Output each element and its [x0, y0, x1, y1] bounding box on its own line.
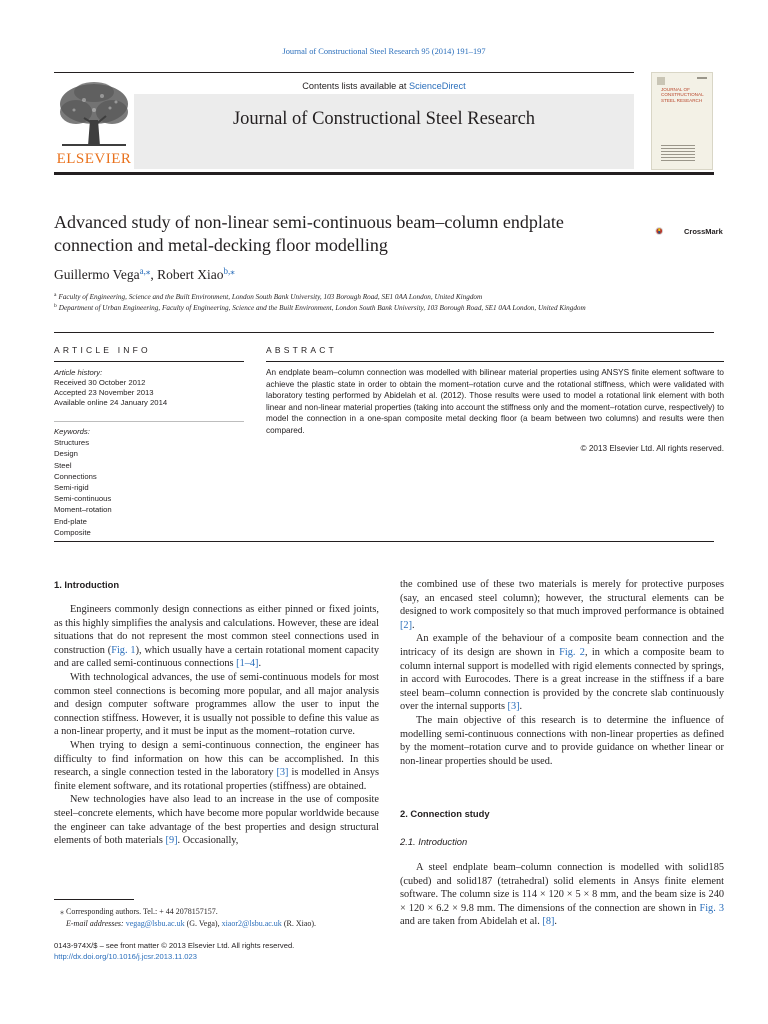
right-paragraph-1 — [400, 578, 724, 632]
info-divider — [54, 421, 244, 422]
fig-2-link[interactable]: Fig. 2 — [559, 646, 585, 658]
cover-publisher-logo-icon — [657, 77, 665, 85]
issn-line: 0143-974X/$ – see front matter © 2013 Elsevier Ltd. All rights reserved. — [54, 941, 295, 950]
affiliation-a-mark: a — [54, 292, 57, 298]
footnote-corresponding-line — [54, 906, 384, 918]
right-p2-text: . — [519, 701, 523, 713]
keywords-heading: Keywords: — [54, 427, 90, 436]
abstract-copyright: © 2013 Elsevier Ltd. All rights reserved. — [580, 444, 724, 453]
affiliation-a — [54, 292, 714, 301]
article-info-label: ARTICLE INFO — [54, 345, 151, 355]
section-2-heading: 2. Connection study — [400, 808, 490, 819]
ref-3-link[interactable]: [3] — [276, 767, 289, 779]
footnote-email-line — [54, 918, 384, 930]
right-p2-text: , in which a composite beam to column internal support is modelled with rigid elements connected by springs, in accord with Eurocodes. There is a great increase in the stiffness if a bare steel beam–column connection is provided by the concrete slab continuously over the internal supports — [400, 646, 724, 713]
abstract-rule — [266, 361, 724, 362]
connection-text: and are taken from Abidelah et al. — [400, 916, 543, 928]
doi-link[interactable]: http://dx.doi.org/10.1016/j.jcsr.2013.11.023 — [54, 952, 197, 962]
journal-cover-thumbnail[interactable] — [651, 72, 713, 170]
accepted-date: Accepted 23 November 2013 — [54, 388, 154, 397]
ref-9-link[interactable]: [9] — [165, 835, 178, 847]
connection-text: . — [554, 916, 557, 928]
intro-paragraph-3 — [54, 739, 379, 793]
keyword-item: Connections — [54, 471, 97, 481]
keyword-item: Design — [54, 449, 78, 459]
author-separator: , — [150, 267, 158, 282]
intro-p3-text: When trying to design a semi-continuous connection, the engineer has difficulty to find information on how this can be accomplished. In this research, a single connection tested in the laboratory — [54, 739, 379, 779]
footnote-mark: ⁎ — [60, 907, 64, 916]
right-paragraph-2 — [400, 632, 724, 714]
crossmark-icon[interactable] — [655, 218, 681, 244]
cover-text-lines — [661, 145, 695, 161]
right-p2-text: An example of the behaviour of a composite beam connection and the intricacy of its design are shown in — [400, 633, 724, 658]
masthead-background — [134, 94, 634, 169]
intro-p1-text: ), which usually have a certain rotational moment capacity and are called semi-continuous connections — [54, 644, 380, 670]
intro-paragraph-2: With technological advances, the use of semi-continuous models for most common steel connections is becoming more popular, and all major analysis and design computer software programmes allow the user to input the connection stiffness. However, it is usually not possible to define this value as a non-linear property, and it must be input as the moment–rotation curve. — [54, 671, 379, 738]
crossmark-label[interactable]: CrossMark — [684, 227, 723, 236]
email-xiao-link[interactable]: xiaor2@lsbu.ac.uk — [221, 918, 282, 928]
cover-mark — [697, 77, 707, 79]
front-matter-footer — [54, 940, 384, 963]
keyword-item: Structures — [54, 438, 90, 448]
keyword-item: End-plate — [54, 516, 87, 526]
email-label: E-mail addresses: — [66, 918, 124, 928]
ref-3-link[interactable]: [3] — [507, 701, 520, 713]
email-xiao-name: (R. Xiao). — [281, 918, 317, 928]
affiliation-a-text: Faculty of Engineering, Science and the Built Environment, London South Bank University, 103 Borough Road, SE1 0AA London, United Kingdom — [58, 293, 483, 301]
subsection-2-1-heading: 2.1. Introduction — [400, 836, 468, 847]
affiliation-b — [54, 303, 714, 312]
email-vega-name: (G. Vega), — [184, 918, 222, 928]
affiliation-b-mark: b — [54, 303, 57, 309]
left-column-body — [54, 603, 379, 848]
right-paragraph-3: The main objective of this research is to determine the influence of modelling semi-continuous connections with non-linear properties as defined by the moment–rotation curve and to provide guidance on whether linear or non-linear properties should be used. — [400, 714, 724, 767]
front-matter-rule — [54, 332, 714, 333]
cover-journal-title: JOURNAL OF CONSTRUCTIONAL STEEL RESEARCH — [661, 87, 704, 103]
author-vega[interactable]: Guillermo Vega — [54, 267, 140, 282]
author-vega-marks[interactable]: a,⁎ — [139, 266, 151, 276]
section-1-heading: 1. Introduction — [54, 579, 120, 590]
article-info-rule — [54, 361, 244, 362]
intro-p1-text: . — [258, 658, 262, 670]
intro-paragraph-1 — [54, 603, 379, 671]
sciencedirect-link[interactable]: ScienceDirect — [409, 81, 466, 91]
intro-p3-text: is modelled in Ansys finite element software, and its rotational properties (stiffness) are obtained. — [54, 767, 379, 792]
keyword-item: Semi-continuous — [54, 494, 112, 504]
keywords — [54, 426, 244, 538]
ref-2-link[interactable]: [2] — [400, 619, 413, 631]
connection-paragraph — [400, 861, 724, 929]
abstract-text: An endplate beam–column connection was modelled with bilinear material properties using ANSYS finite element software to achieve the plastic state in order to obtain the moment–rotation curve and the rotational stiffness, which were validated with laboratory testing performed by Abidelah et al. (2012). Those results were used to model a rotational link element with both linear and non-linear material properties (taking into account the stiffness only and the moment–rotation curve, respectively) to model the connection in a one-span composite metal decking floor (a beam between two columns) and results were then compared. — [266, 368, 724, 435]
article-history — [54, 368, 244, 408]
journal-masthead — [54, 74, 634, 170]
author-xiao-marks[interactable]: b,⁎ — [223, 266, 235, 276]
contents-available-line — [134, 81, 634, 91]
intro-p4-text: . Occasionally, — [177, 835, 239, 847]
author-list — [54, 266, 235, 283]
elsevier-wordmark: ELSEVIER — [56, 151, 132, 167]
online-date: Available online 24 January 2014 — [54, 398, 168, 407]
right-p1-text: . — [412, 619, 415, 631]
masthead-bottom-rule — [54, 172, 714, 175]
right-p1-text: the combined use of these two materials is merely for protective purposes (say, an encased steel column); however, the structural elements can be designed to work compositely so that much improved performance is obtained — [400, 579, 724, 618]
abstract-label: ABSTRACT — [266, 345, 337, 355]
email-vega-link[interactable]: vegag@lsbu.ac.uk — [125, 918, 185, 928]
keyword-item: Semi-rigid — [54, 483, 89, 493]
intro-p4-text: New technologies have also lead to an increase in the use of composite steel–concrete elements, which have become more popular worldwide because the engineer can take advantage of the best properties and design structural elements of both materials — [54, 794, 379, 847]
intro-p1-text: Engineers commonly design connections as either pinned or fixed joints, as this highly simplifies the analysis and calculations. However, these are ideal situations that do not represent the most common steel connections used in construction ( — [54, 604, 379, 656]
masthead-top-rule — [54, 72, 634, 73]
received-date: Received 30 October 2012 — [54, 378, 146, 387]
keyword-item: Steel — [54, 460, 72, 470]
fig-1-link[interactable]: Fig. 1 — [111, 644, 136, 656]
connection-text: A steel endplate beam–column connection is modelled with solid185 (cubed) and solid187 (tetrahedral) solid elements in Ansys finite element software. The column size is 114 × 120 × 5 × 8 mm, and the beam size is 240 × 120 × 6.2 × 9.8 mm. The dimensions of the connection are shown in — [400, 862, 724, 914]
article-history-heading: Article history: — [54, 368, 103, 377]
footnote-rule — [54, 899, 134, 900]
footnote-corresponding-text: Corresponding authors. Tel.: + 44 2078157157. — [64, 907, 218, 916]
keyword-item: Moment–rotation — [54, 505, 112, 515]
keyword-item: Composite — [54, 527, 91, 537]
affiliation-b-text: Department of Urban Engineering, Faculty of Engineering, Science and the Built Environment, London South Bank University, 103 Borough Road, SE1 0AA London, United Kingdom — [58, 304, 586, 312]
fig-3-link[interactable]: Fig. 3 — [699, 902, 724, 914]
journal-title[interactable]: Journal of Constructional Steel Research — [232, 109, 536, 129]
corresponding-author-footnote — [54, 906, 384, 929]
intro-paragraph-4 — [54, 793, 379, 847]
journal-citation-link[interactable]: Journal of Constructional Steel Research 95 (2014) 191–197 — [282, 47, 486, 56]
contents-prefix: Contents lists available at — [302, 81, 410, 91]
right-column-body-top — [400, 578, 724, 768]
article-title: Advanced study of non-linear semi-continuous beam–column endplate connection and metal-decking floor modelling — [54, 212, 564, 255]
body-top-rule — [54, 541, 714, 542]
author-xiao[interactable]: Robert Xiao — [157, 267, 224, 282]
ref-8-link[interactable]: [8] — [542, 916, 555, 928]
right-column-body-bottom — [400, 861, 724, 929]
ref-1-4-link[interactable]: [1–4] — [236, 658, 259, 670]
